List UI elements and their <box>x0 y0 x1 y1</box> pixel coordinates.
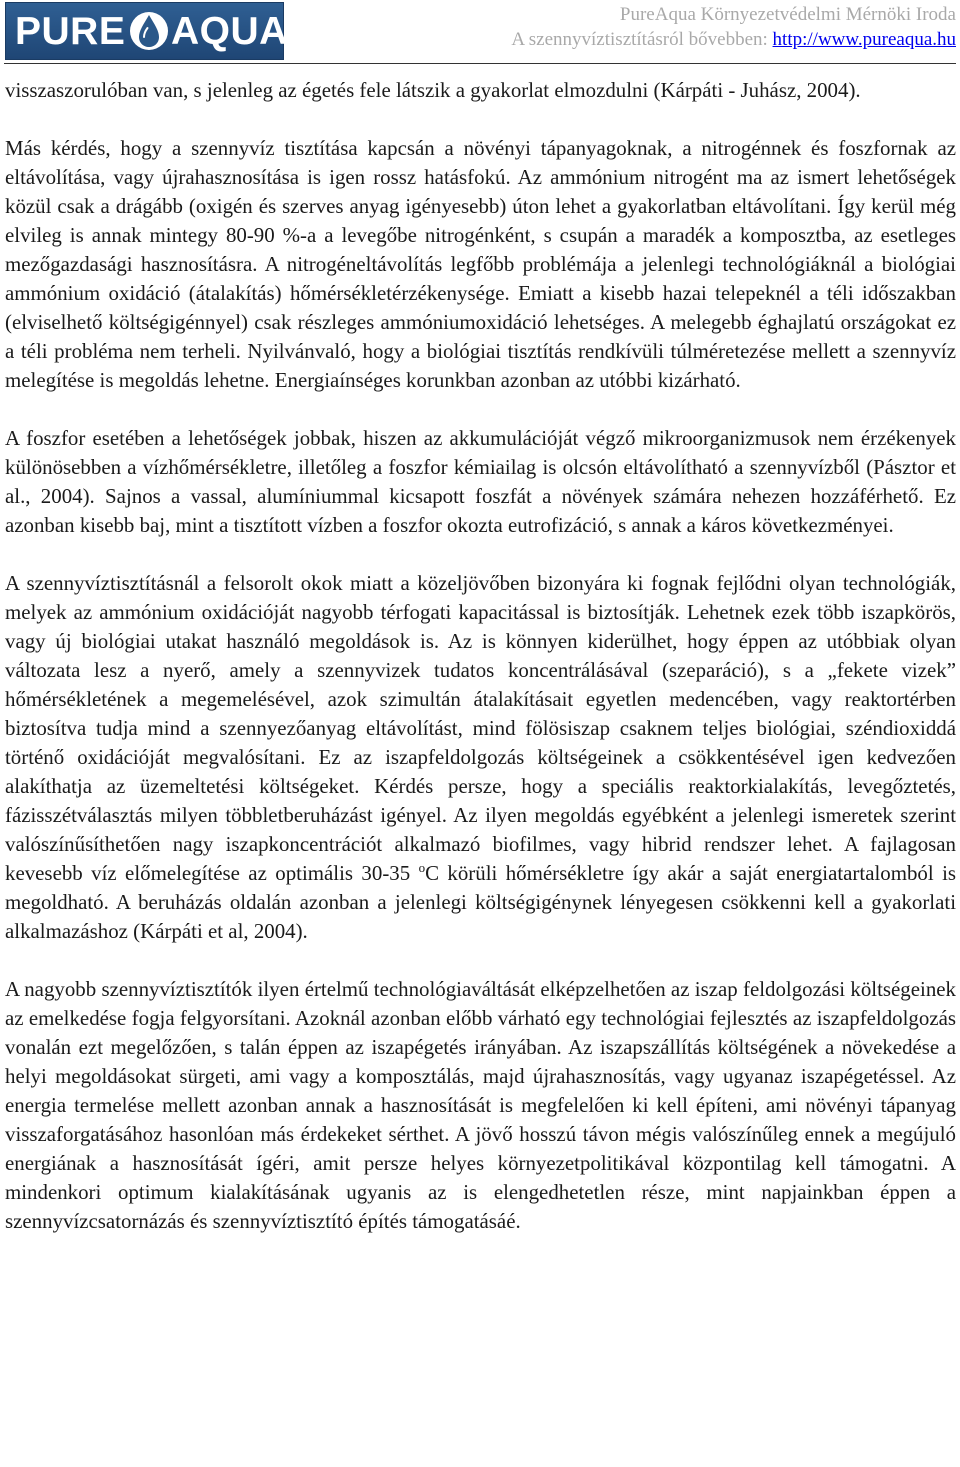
paragraph-3: A foszfor esetében a lehetőségek jobbak, hiszen az akkumulációját végző mikroorganizmusok nem érzékenyek különösebben a vízhőmérsékletre, illetőleg a foszfor kémiailag is olcsón eltávolítható a szennyvízből (Pásztor et al., 2004). Sajnos a vassal, alumíniummal kicsapott foszfát a növények számára nehezen hozzáférhető. Ez azonban kisebb baj, mint a tisztított vízben a foszfor okozta eutrofizáció, s annak a káros következményei. <box>5 426 956 537</box>
paragraph-4 <box>5 569 956 946</box>
logo-text-pure: PURE <box>15 10 126 53</box>
document-body <box>5 76 956 1265</box>
paragraph-2: Más kérdés, hogy a szennyvíz tisztítása kapcsán a növényi tápanyagoknak, a nitrogénnek és foszfornak az eltávolítása, vagy újrahasznosítása is igen rossz hatásfokú. Az ammónium nitrogént ma az ismert lehetőségek közül csak a drágább (oxigén és szerves anyag igényesebb) úton lehet a gyakorlatban eltávolítani. Így kerül még elvileg is annak mintegy 80-90 %-a a levegőbe nitrogénként, s csupán a maradék a komposztba, az esetleges mezőgazdasági hasznosításra. A nitrogéneltávolítás legfőbb problémája a jelenlegi technológiáknál a biológiai ammónium oxidáció (átalakítás) hőmérsékletérzékenysége. Emiatt a kisebb hazai telepeknél a téli időszakban (elviselhető költségigénnyel) csak részleges ammóniumoxidáció lehetséges. A melegebb éghajlatú országokat ez a téli probléma nem terheli. Nyilvánvaló, hogy a biológiai tisztítás rendkívüli túlméretezése mellett a szennyvíz melegítése is megoldás lehetne. Energiaínséges korunkban azonban az utóbbi kizárható. <box>5 136 956 392</box>
paragraph-1: visszaszorulóban van, s jelenleg az égetés fele látszik a gyakorlat elmozdulni (Kárpáti - Juhász, 2004). <box>5 78 861 102</box>
header-divider <box>4 63 956 64</box>
water-drop-icon <box>129 8 169 54</box>
logo-text-aqua: AQUA <box>171 10 288 53</box>
paragraph-4-text-a: A szennyvíztisztításnál a felsorolt okok miatt a közeljövőben bizonyára ki fognak fejlődni olyan technológiák, melyek az ammónium oxidációját nagyobb térfogati kapacitással is biztosítják. Lehetnek ezek több iszapkörös, vagy új biológiai utakat használó megoldások is. Az is könnyen kiderülhet, hogy éppen az utóbbiak olyan változata lesz a nyerő, amely a szennyvizek tudatos koncentrálásával (szeparáció), s a „fekete vizek” hőmérsékletének a megemelésével, azok szimultán átalakításait egyetlen medencében, vagy reaktortérben biztosítva tudja mind a szennyezőanyag eltávolítást, mind fölösiszap csaknem teljes biológiai, széndioxiddá történő oxidációját megvalósítani. Ez az iszapfeldolgozás költségeinek a csökkentésével igen kedvezően alakíthatja az üzemeltetési költségeket. Kérdés persze, hogy a speciális reaktorkialakítás, levegőztetés, fázisszétválasztás milyen többletberuházást igényel. Az ilyen megoldás egyébként a jelenlegi ismeretek szerint valószínűsíthetően nagy iszapkoncentrációt alkalmazó biofilmes, vagy hibrid rendszer lehet. A fajlagosan kevesebb víz előmelegítése az optimális 30-35 <box>5 571 956 885</box>
more-info-prefix: A szennyvíztisztításról bővebben: <box>511 29 773 50</box>
degree-superscript: o <box>418 860 426 876</box>
pureaqua-logo[interactable] <box>5 2 288 60</box>
page-header <box>0 0 960 66</box>
more-info-line <box>511 27 956 52</box>
company-name: PureAqua Környezetvédelmi Mérnöki Iroda <box>619 4 956 25</box>
header-info <box>511 2 956 52</box>
website-link[interactable]: http://www.pureaqua.hu <box>772 29 956 50</box>
paragraph-4-text-b: C körüli hőmérsékletre így akár a saját energiatartalomból is megoldható. A beruházás oldalán azonban a jelenlegi költségigénynek lényegesen csökkenni kell a gyakorlati alkalmazáshoz (Kárpáti et al, 2004). <box>5 861 956 943</box>
paragraph-5: A nagyobb szennyvíztisztítók ilyen értelmű technológiaváltását elképzelhetően az iszap feldolgozási költségeinek az emelkedése fogja felgyorsítani. Azoknál azonban előbb várható egy technológiai fejlesztés az iszapfeldolgozás vonalán ezt megelőzően, s talán éppen az iszapégetés irányában. Az iszapszállítás költségének a növekedése a helyi megoldásokat sürgeti, ami vagy a komposztálás, majd újrahasznosítás, vagy ugyanaz iszapégetéssel. Az energia termelése mellett azonban annak a hasznosítását is megfelelően ki kell építeni, ami növényi tápanyag visszaforgatásához hasonlóan más érdekeket sérthet. A jövő hosszú távon mégis valószínűleg ennek a megújuló energiának a hasznosítását ígéri, amit persze helyes környezetpolitikával központilag kell támogatni. A mindenkori optimum kialakításának ugyanis az is elengedhetetlen része, mint napjainkban éppen a szennyvízcsatornázás és szennyvíztisztító építés támogatásáé. <box>5 977 956 1233</box>
